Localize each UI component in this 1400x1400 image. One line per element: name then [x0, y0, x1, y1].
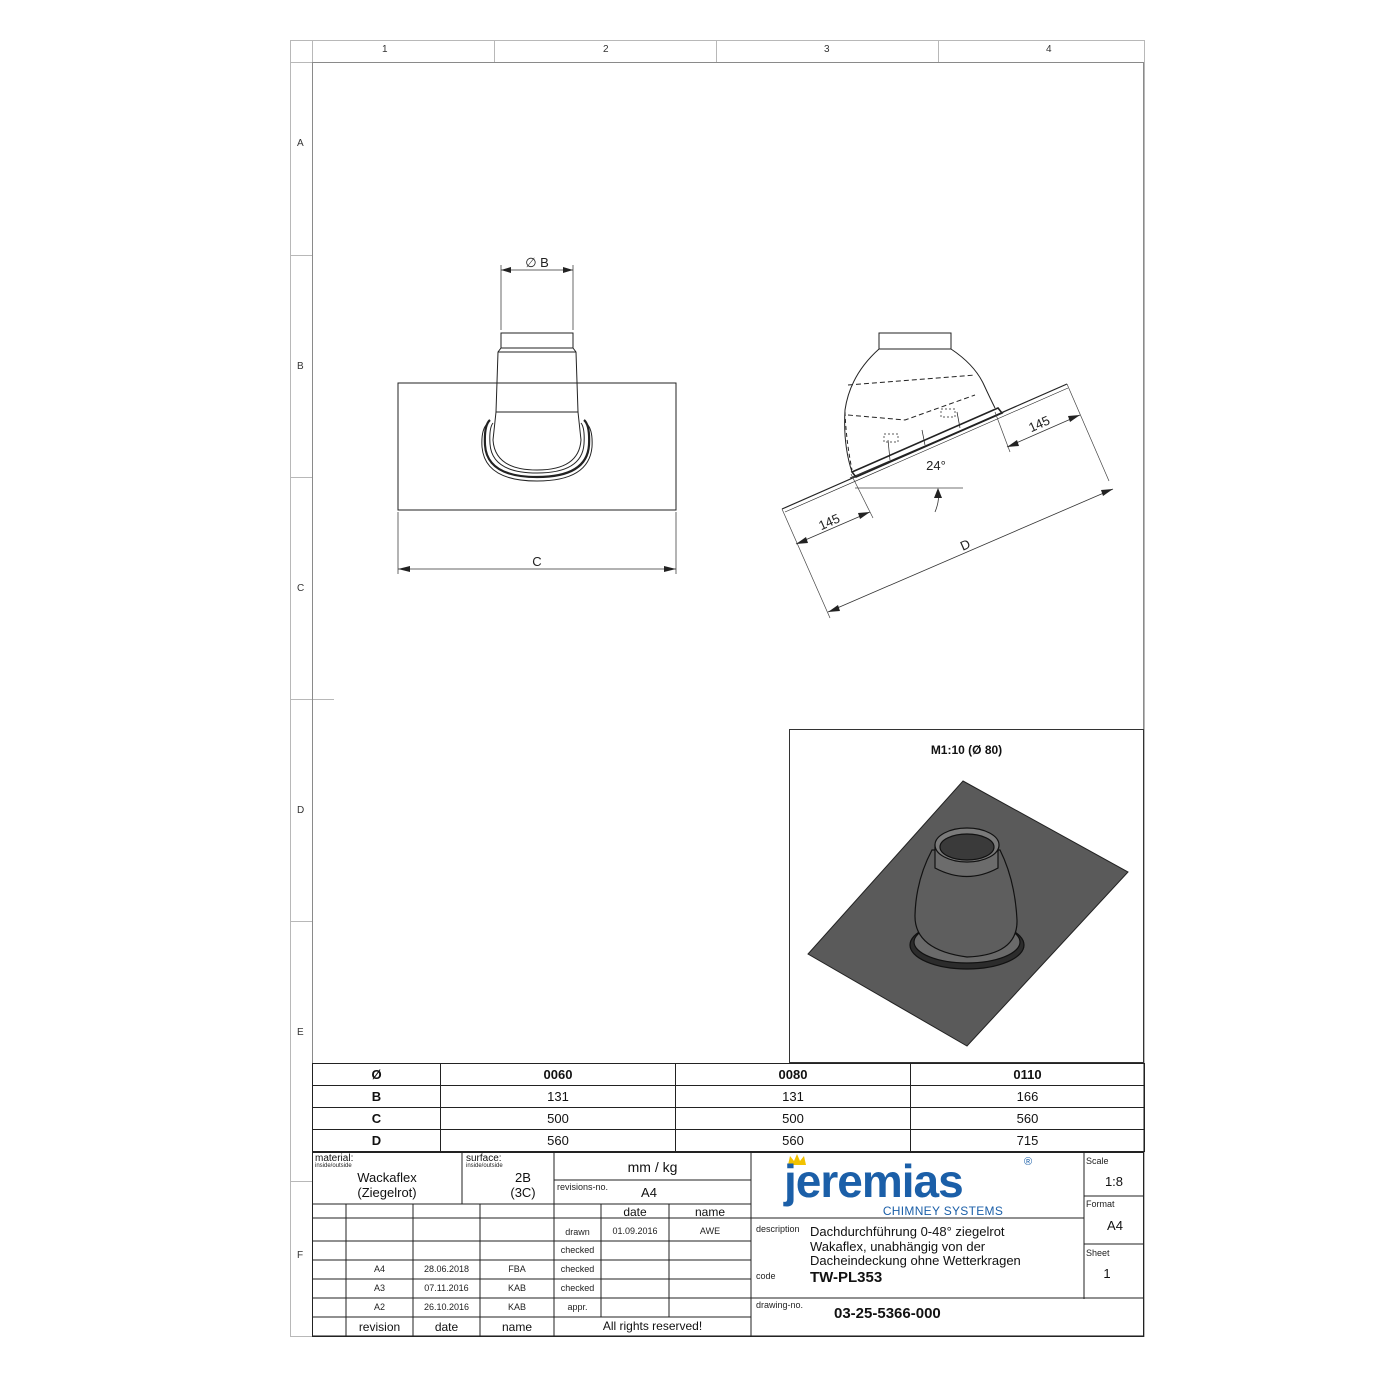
code-value: TW-PL353 [810, 1269, 883, 1286]
name-column-footer: name [501, 1320, 533, 1334]
isometric-view [790, 760, 1143, 1060]
row-label-f: F [297, 1250, 304, 1261]
sign-role-checked-1: checked [560, 1245, 595, 1255]
angle-label: 24° [926, 458, 946, 473]
scale-label: Scale [1086, 1156, 1109, 1166]
revision-row-name: KAB [507, 1283, 526, 1293]
description-line-2: Wakaflex, unabhängig von der [810, 1239, 986, 1254]
table-row [313, 1108, 1145, 1130]
date-column-footer: date [434, 1320, 459, 1334]
table-row [313, 1130, 1145, 1152]
surface-value-1: 2B [515, 1170, 531, 1185]
row-label-a: A [297, 138, 304, 149]
material-sublabel: inside/outside [315, 1163, 352, 1169]
table-row [313, 1086, 1145, 1108]
rights-notice: All rights reserved! [602, 1319, 703, 1333]
drawing-no-label: drawing-no. [756, 1300, 804, 1310]
sign-role-approved: appr. [567, 1302, 588, 1312]
side-view [770, 320, 1130, 630]
row-label-b: B [297, 361, 304, 372]
table-cell: 560 [676, 1130, 911, 1152]
row-label-e: E [297, 1027, 304, 1038]
table-cell: 131 [676, 1086, 911, 1108]
revision-row-date: 26.10.2016 [423, 1302, 470, 1312]
surface-sublabel: inside/outside [466, 1163, 503, 1169]
scale-value: 1:8 [1104, 1174, 1124, 1189]
revision-row-rev: A2 [373, 1302, 385, 1312]
revisions-no-label: revisions-no. [557, 1182, 609, 1192]
table-cell: 560 [911, 1108, 1145, 1130]
date-column-header: date [623, 1205, 647, 1219]
dimension-table [312, 1063, 1145, 1152]
sign-name-drawn: AWE [699, 1226, 721, 1236]
table-cell: 500 [676, 1108, 911, 1130]
front-view [380, 250, 700, 590]
table-header-cell: Ø [313, 1064, 441, 1086]
dimension-label-d: D [957, 536, 973, 554]
revision-row-date: 07.11.2016 [424, 1283, 469, 1293]
revision-column-footer: revision [358, 1320, 401, 1334]
table-header-cell: 0060 [441, 1064, 676, 1086]
units-label: mm / kg [627, 1159, 678, 1175]
table-cell: 560 [441, 1130, 676, 1152]
sign-role-drawn: drawn [565, 1227, 590, 1237]
row-label-c: C [297, 583, 305, 594]
description-line-3: Dacheindeckung ohne Wetterkragen [810, 1253, 1021, 1268]
revision-row-rev: A3 [373, 1283, 385, 1293]
table-cell: C [313, 1108, 441, 1130]
table-cell: 131 [441, 1086, 676, 1108]
format-value: A4 [1107, 1218, 1123, 1233]
sign-date-drawn: 01.09.2016 [612, 1226, 658, 1236]
revisions-no-value: A4 [641, 1185, 657, 1200]
isometric-view-title: M1:10 (Ø 80) [930, 743, 1003, 757]
dimension-label-b: ∅ B [525, 255, 549, 270]
row-label-d: D [297, 805, 305, 816]
name-column-header: name [694, 1205, 726, 1219]
dimension-label-145-top: 145 [1026, 412, 1053, 436]
material-value-1: Wackaflex [357, 1170, 417, 1185]
company-tagline: CHIMNEY SYSTEMS [882, 1204, 1004, 1218]
column-label-3: 3 [824, 44, 830, 55]
format-label: Format [1086, 1199, 1115, 1209]
surface-label: surface: [466, 1153, 502, 1164]
table-cell: D [313, 1130, 441, 1152]
sheet-label: Sheet [1086, 1248, 1110, 1258]
material-label: material: [315, 1153, 354, 1164]
drawing-no-value: 03-25-5366-000 [834, 1305, 941, 1322]
table-header-cell: 0080 [676, 1064, 911, 1086]
code-label: code [756, 1271, 776, 1281]
surface-value-2: (3C) [510, 1185, 536, 1200]
revision-row-name: FBA [508, 1264, 526, 1274]
company-logo: jeremias [784, 1155, 963, 1207]
revision-row-rev: A4 [373, 1264, 385, 1274]
table-cell: 715 [911, 1130, 1145, 1152]
sign-role-checked-2: checked [560, 1264, 595, 1274]
dimension-label-145-bottom: 145 [816, 510, 843, 534]
material-value-2: (Ziegelrot) [357, 1185, 417, 1200]
table-header-cell: 0110 [911, 1064, 1145, 1086]
sheet-value: 1 [1103, 1266, 1111, 1281]
revision-row-date: 28.06.2018 [423, 1264, 470, 1274]
table-cell: B [313, 1086, 441, 1108]
revision-row-name: KAB [507, 1302, 526, 1312]
sign-role-checked-3: checked [560, 1283, 595, 1293]
dimension-label-c: C [532, 554, 542, 569]
table-cell: 500 [441, 1108, 676, 1130]
description-line-1: Dachdurchführung 0-48° ziegelrot [810, 1224, 1005, 1239]
column-label-1: 1 [382, 44, 388, 55]
registered-mark: ® [1024, 1156, 1033, 1168]
description-label: description [756, 1224, 800, 1234]
table-row [313, 1064, 1145, 1086]
table-cell: 166 [911, 1086, 1145, 1108]
column-label-2: 2 [603, 44, 609, 55]
column-label-4: 4 [1046, 44, 1052, 55]
